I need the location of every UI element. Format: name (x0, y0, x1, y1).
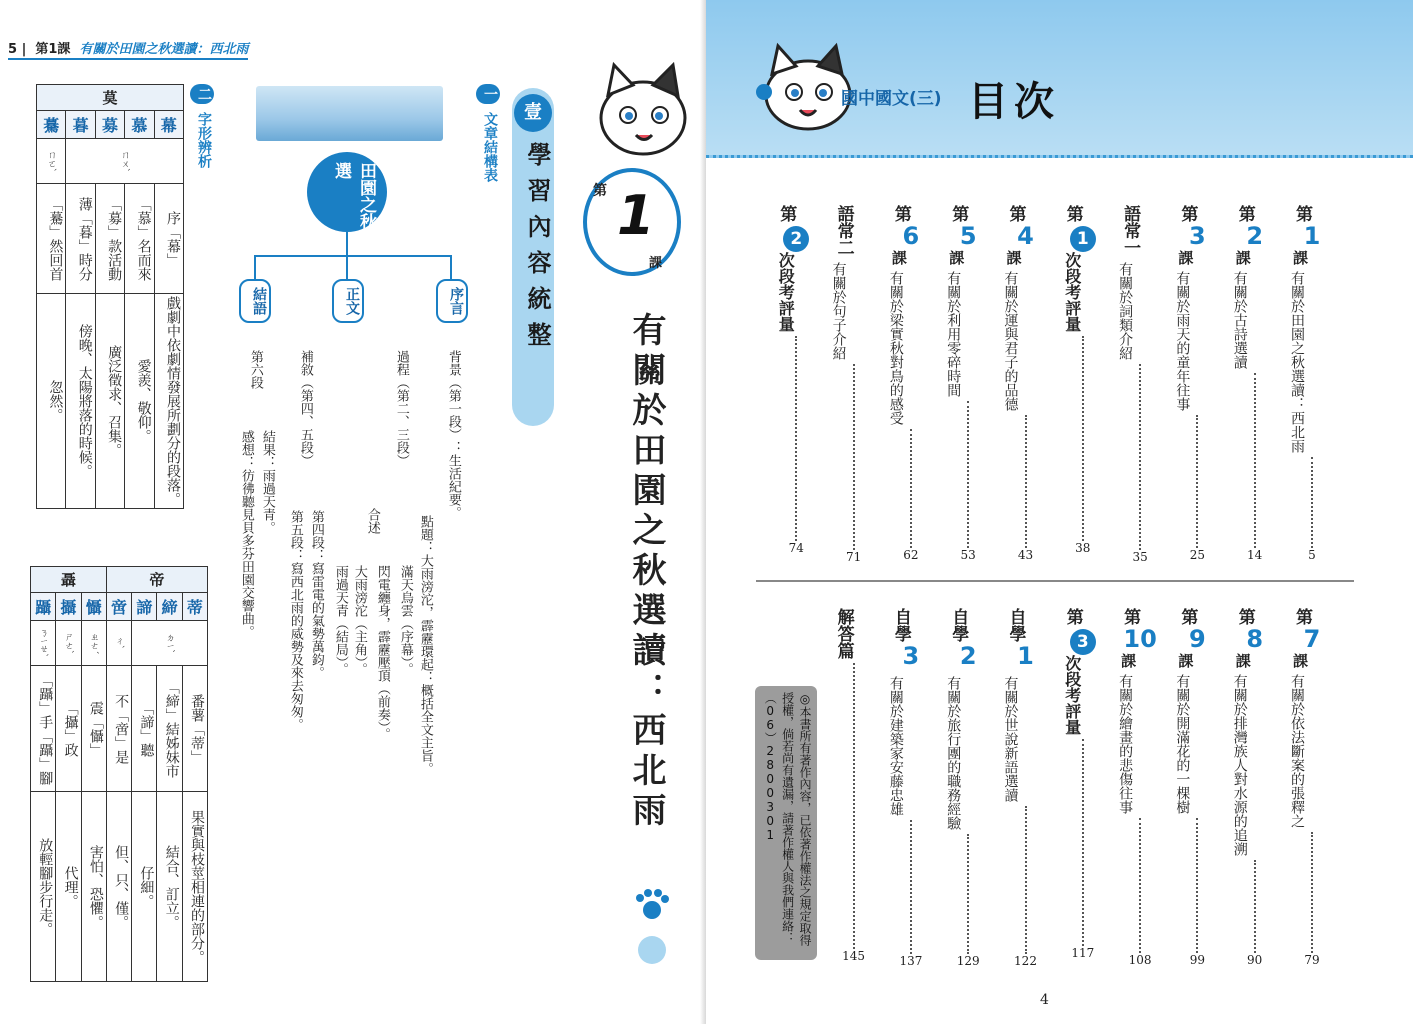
toc-leader (1196, 818, 1198, 953)
toc-page-number: 108 (1128, 953, 1152, 967)
toc-entry-unit: 課 (1176, 250, 1195, 265)
mindmap-center: 田園之秋選 (307, 152, 387, 232)
toc-entry-unit: 課 (1233, 653, 1252, 668)
table-char: 啻 (106, 593, 131, 621)
toc-entry[interactable] (946, 608, 990, 968)
toc-entry-unit: 課 (1004, 250, 1023, 265)
preface-text: 背景（第一段）：生活紀要。 (445, 350, 461, 519)
toc-page-number: 99 (1189, 953, 1206, 967)
toc-entry-unit: 次段考評量 (1062, 252, 1082, 332)
toc-leader (1082, 739, 1084, 946)
toc-entry-kind: 第 (1292, 608, 1312, 625)
toc-entry-number: 8 (1246, 625, 1264, 653)
lesson-circle: 第 1 課 (583, 168, 681, 276)
toc-entry[interactable] (889, 608, 933, 968)
char-table-nie-di (30, 566, 208, 982)
toc-entry-kind: 第 (776, 205, 797, 222)
toc-page-number: 137 (899, 954, 923, 968)
toc-entry-title: 有關於開滿花的一棵樹 (1174, 674, 1191, 814)
pinyin: ㄉㄧˋ (132, 621, 208, 666)
usage: 「締」結姊妹市 (157, 666, 182, 792)
toc-entry-kind: 第 (1234, 205, 1255, 222)
page-number: 5 (8, 42, 18, 57)
toc-leader (1196, 415, 1198, 548)
toc-entry-kind: 解答篇 (833, 608, 854, 659)
pinyin: ㄇㄛˋ (37, 139, 66, 184)
table-char: 攝 (56, 593, 81, 621)
toc-entry-number: 2 (783, 226, 809, 252)
toc-entry-number: 9 (1189, 625, 1206, 653)
table-head: 帝 (106, 567, 207, 593)
cat-mascot-icon (588, 60, 698, 170)
toc-page-number: 43 (1017, 548, 1034, 562)
toc-entry-number: 5 (959, 222, 977, 250)
toc-leader (1311, 832, 1313, 953)
connector (346, 232, 348, 256)
toc-leader (1025, 806, 1027, 954)
lesson-title: 有關於田園之秋選讀：西北雨 (79, 42, 249, 57)
usage: 序「幕」 (154, 184, 183, 294)
toc-page-number: 5 (1308, 548, 1316, 562)
toc-page-number: 145 (842, 949, 866, 963)
table-char: 躡 (31, 593, 56, 621)
table-char: 締 (157, 593, 182, 621)
branch-body: 正文 (332, 279, 364, 323)
toc-page-number: 25 (1189, 548, 1206, 562)
toc-entry-title: 有關於排灣族人對水源的追溯 (1231, 674, 1248, 856)
toc-leader (853, 364, 855, 550)
meaning: 但、只、僅。 (106, 792, 131, 982)
toc-page-number: 35 (1132, 550, 1148, 564)
pinyin: ㄇㄨˋ (66, 139, 184, 184)
meaning: 害怕、恐懼。 (81, 792, 106, 982)
body-supplement: 補敘（第四、五段） (297, 350, 313, 467)
usage: 「慕」名而來 (125, 184, 154, 294)
toc-entry-kind: 第 (1177, 608, 1198, 625)
meaning: 傍晚、太陽將落的時候。 (66, 294, 95, 509)
toc-entry-unit: 課 (1291, 250, 1309, 265)
left-page (0, 0, 706, 1024)
toc-entry[interactable] (832, 205, 876, 564)
landscape-illustration (256, 86, 443, 141)
usage: 薄「暮」時分 (66, 184, 95, 294)
toc-entry-unit: 課 (947, 250, 966, 265)
body-point: 點題：大雨滂沱，霹靂環起：概括全文主旨。 (417, 515, 433, 775)
meaning: 放輕腳步行走。 (31, 792, 56, 982)
usage: 「驀」然回首 (37, 184, 66, 294)
toc-entry[interactable] (1233, 205, 1277, 562)
toc-entry-unit: 次段考評量 (1062, 655, 1082, 735)
pinyin: ㄔˋ (106, 621, 131, 666)
toc-page-number: 79 (1304, 953, 1320, 967)
toc-entry-kind: 第 (890, 205, 911, 222)
pinyin: ㄓㄜˊ (81, 621, 106, 666)
conclusion-para: 第六段 (247, 350, 263, 389)
connector (346, 255, 348, 279)
toc-entry-title: 有關於雨天的童年往事 (1174, 271, 1191, 411)
paw-print-icon (632, 888, 672, 968)
toc-leader (1139, 364, 1141, 550)
header-rule (8, 58, 248, 60)
toc-entry-unit: 課 (1291, 653, 1309, 668)
meaning: 愛羨、敬仰。 (125, 294, 154, 509)
toc-entry-title: 有關於田園之秋選讀：西北雨 (1289, 271, 1305, 453)
branch-conclusion: 結語 (239, 279, 271, 323)
table-char: 幕 (154, 111, 183, 139)
toc-page-number: 74 (788, 541, 804, 555)
table-char: 蒂 (182, 593, 207, 621)
section-title: 字形辨析 (196, 112, 212, 168)
meaning: 果實與枝莖相連的部分。 (182, 792, 207, 982)
toc-page-number: 129 (956, 954, 980, 968)
toc-entry-unit: 課 (1176, 653, 1195, 668)
toc-entry-kind: 第 (1062, 205, 1083, 222)
body-sub: 滿天烏雲（序幕）。 (397, 565, 413, 676)
toc-entry-kind: 第 (948, 205, 969, 222)
toc-entry-number: 1 (1303, 222, 1321, 250)
usage: 「諦」聽 (132, 666, 157, 792)
section-title: 文章結構表 (482, 112, 498, 182)
toc-entry-title: 有關於旅行團的職務經驗 (945, 676, 962, 830)
toc-entry-kind: 自學 (890, 608, 911, 642)
usage: 「躡」手「躡」腳 (31, 666, 56, 792)
usage: 不「啻」是 (106, 666, 131, 792)
toc-entry-kind: 第 (1292, 205, 1312, 222)
toc-page-number: 14 (1247, 548, 1263, 562)
toc-entry[interactable] (774, 205, 818, 555)
table-char: 驀 (37, 111, 66, 139)
toc-entry-title: 有關於依法斷案的張釋之 (1289, 674, 1305, 828)
toc-entry-title: 有關於運與君子的品德 (1002, 271, 1019, 411)
pinyin: ㄕㄜˋ (56, 621, 81, 666)
toc-entry-number: 3 (1070, 629, 1096, 655)
toc-leader (1311, 457, 1313, 548)
toc-page-number: 117 (1071, 946, 1095, 960)
toc-leader (910, 820, 912, 954)
toc-entry-title: 有關於詞類介紹 (1117, 262, 1134, 360)
table-head: 聶 (31, 567, 107, 593)
pinyin: ㄋㄧㄝˋ (31, 621, 56, 666)
branch-preface: 序言 (436, 279, 468, 323)
usage: 震「懾」 (81, 666, 106, 792)
toc-leader (1082, 336, 1084, 541)
toc-entry-kind: 第 (1062, 608, 1083, 625)
conclusion-item: 感想：彷彿聽見貝多芬田園交響曲。 (238, 430, 254, 638)
lesson-big-title: 有關於田園之秋選讀：西北雨 (626, 312, 666, 832)
toc-entry-unit: 課 (1233, 250, 1252, 265)
right-page (706, 0, 1413, 1024)
toc-leader (910, 429, 912, 548)
toc-entry[interactable] (1004, 608, 1048, 968)
toc-entry-kind: 第 (1234, 608, 1255, 625)
toc-entry[interactable] (832, 608, 876, 963)
body-combined: 合述 (364, 508, 380, 534)
section-badge: 二 (190, 84, 214, 104)
toc-entry-title: 有關於古詩選讀 (1231, 271, 1248, 369)
table-char: 懾 (81, 593, 106, 621)
connector (254, 255, 452, 257)
toc-entry-unit: 課 (1119, 653, 1138, 668)
toc-entry-number: 1 (1070, 226, 1096, 252)
toc-entry-title: 有關於世說新語選讀 (1002, 676, 1019, 802)
supplement-item: 第四段：寫雷電的氣勢萬鈞。 (308, 510, 324, 679)
char-table-mo (36, 84, 184, 509)
table-char: 暮 (66, 111, 95, 139)
toc-entry[interactable] (1118, 205, 1162, 564)
toc-leader (1254, 373, 1256, 548)
toc-entry[interactable] (1175, 205, 1219, 562)
toc-leader (967, 401, 969, 548)
meaning: 代理。 (56, 792, 81, 982)
toc-entry-title: 有關於梁實秋對鳥的感受 (887, 271, 904, 425)
toc-entry[interactable] (889, 205, 933, 562)
toc-entry-kind: 自學 (948, 608, 969, 642)
toc-leader (853, 663, 855, 949)
usage: 「募」款活動 (95, 184, 124, 294)
toc-page-number: 71 (845, 550, 862, 564)
body-process: 過程（第二、三段） (393, 350, 409, 467)
toc-leader (1025, 415, 1027, 548)
toc-entry-kind: 語常一 (1120, 205, 1141, 256)
meaning: 忽然。 (37, 294, 66, 509)
toc-entry[interactable] (1175, 608, 1219, 967)
toc-entry-number: 4 (1017, 222, 1034, 250)
toc-entry-kind: 語常二 (833, 205, 854, 256)
table-char: 募 (95, 111, 124, 139)
toc-page-number: 62 (903, 548, 919, 562)
meaning: 結合、訂立。 (157, 792, 182, 982)
toc-entry[interactable] (1061, 205, 1105, 555)
connector (450, 255, 452, 279)
body-sub: 雨過天青（結局）。 (332, 565, 348, 676)
toc-divider (756, 580, 1354, 582)
toc-leader (1254, 860, 1256, 953)
toc-entry[interactable] (946, 205, 990, 562)
toc-page-number: 53 (960, 548, 976, 562)
table-char: 諦 (132, 593, 157, 621)
toc-entry-number: 3 (1189, 222, 1206, 250)
section-badge: 一 (476, 84, 500, 104)
usage: 「攝」政 (56, 666, 81, 792)
toc-entry-title: 有關於建築家安藤忠雄 (887, 676, 904, 816)
supplement-item: 第五段：寫西北雨的威勢及來去匆匆。 (287, 510, 303, 731)
toc-entry-unit: 課 (889, 250, 908, 265)
chapter-badge: 壹 (514, 94, 552, 132)
running-header: 5 | 第1課 有關於田園之秋選讀：西北雨 (8, 42, 249, 57)
toc-entry-number: 2 (959, 642, 977, 670)
conclusion-item: 結果：雨過天青。 (259, 430, 275, 534)
toc-heading: 目次 (968, 79, 1060, 125)
body-sub: 閃電纏身，霹靂壓頂（前奏）。 (374, 565, 390, 741)
toc-entry[interactable] (1118, 608, 1162, 967)
lesson-label: 第1課 (35, 42, 71, 57)
toc-entry-number: 1 (1017, 642, 1034, 670)
toc-entry-number: 6 (902, 222, 920, 250)
toc-page-number: 122 (1014, 954, 1037, 968)
meaning: 戲劇中依劇情發展所劃分的段落。 (154, 294, 183, 509)
toc-entry-unit: 次段考評量 (776, 252, 796, 332)
connector (254, 255, 256, 279)
toc-entry-kind: 第 (1005, 205, 1026, 222)
toc-entry-title: 有關於繪畫的悲傷往事 (1117, 674, 1134, 814)
meaning: 仔細。 (132, 792, 157, 982)
table-head: 莫 (37, 85, 184, 111)
toc-entry[interactable] (1290, 608, 1334, 967)
toc-page-number: 38 (1075, 541, 1091, 555)
toc-entry-kind: 第 (1177, 205, 1198, 222)
toc-entry-kind: 第 (1120, 608, 1141, 625)
meaning: 廣泛徵求、召集。 (95, 294, 124, 509)
usage: 番薯「蒂」 (182, 666, 207, 792)
toc-entry-title: 有關於句子介紹 (830, 262, 847, 360)
series-title: 國中國文(三) (841, 89, 942, 109)
toc-page-number: 90 (1247, 953, 1263, 967)
toc-entry-number: 3 (902, 642, 920, 670)
body-sub: 大雨滂沱（主角）。 (351, 565, 367, 676)
toc-leader (967, 834, 969, 954)
table-char: 慕 (125, 111, 154, 139)
toc-entry[interactable] (1233, 608, 1277, 967)
chapter-title: 學習內容統整 (523, 142, 551, 358)
toc-leader (795, 336, 797, 541)
toc-entry-number: 10 (1123, 625, 1157, 653)
toc-entry[interactable] (1061, 608, 1105, 960)
copyright-notice: ◎本書所有著作內容，已依著作權法之規定取得授權，倘若尚有遺漏，請著作權人與我們連絡：（06）2800301 (755, 686, 817, 960)
toc-entry[interactable] (1004, 205, 1048, 562)
toc-entry-kind: 自學 (1005, 608, 1026, 642)
toc-entry-number: 7 (1303, 625, 1321, 653)
toc-entry[interactable] (1290, 205, 1334, 562)
toc-leader (1139, 818, 1141, 953)
page-number-right: 4 (1040, 992, 1049, 1008)
toc-entry-number: 2 (1246, 222, 1264, 250)
toc-entry-title: 有關於利用零碎時間 (945, 271, 962, 397)
